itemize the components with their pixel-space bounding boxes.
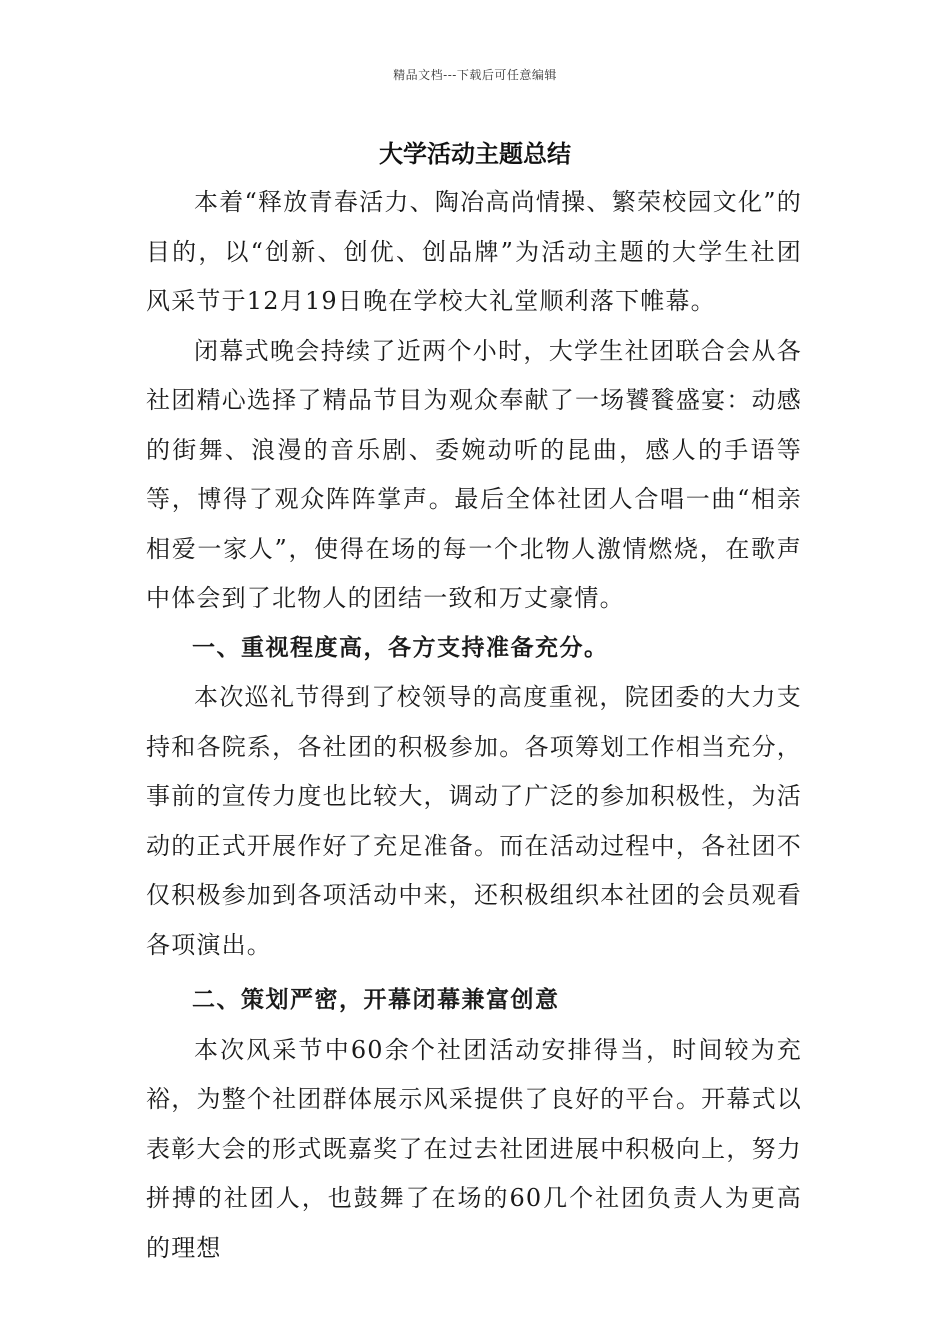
paragraph-intro: 本着“释放青春活力、陶冶高尚情操、繁荣校园文化”的目的，以“创新、创优、创品牌”为活动主题的大学生社团风采节于12月19日晚在学校大礼堂顺利落下帷幕。 xyxy=(146,188,802,315)
section-paragraph-2: 本次风采节中60余个社团活动安排得当，时间较为充裕，为整个社团群体展示风采提供了良好的平台。开幕式以表彰大会的形式既嘉奖了在过去社团进展中积极向上，努力拼搏的社团人，也鼓舞了在场的60几个社团负责人为更高的理想 xyxy=(146,1035,802,1262)
section-paragraph-1: 本次巡礼节得到了校领导的高度重视，院团委的大力支持和各院系，各社团的积极参加。各项筹划工作相当充分，事前的宣传力度也比较大，调动了广泛的参加积极性，为活动的正式开展作好了充足准备。而在活动过程中，各社团不仅积极参加到各项活动中来，还积极组织本社团的会员观看各项演出。 xyxy=(146,683,802,959)
section-heading-2: 二、策划严密，开幕闭幕兼富创意 xyxy=(192,987,560,1013)
paragraph-closing-ceremony: 闭幕式晚会持续了近两个小时，大学生社团联合会从各社团精心选择了精品节目为观众奉献了一场饕餮盛宴：动感的街舞、浪漫的音乐剧、委婉动听的昆曲，感人的手语等等，博得了观众阵阵掌声。最后全体社团人合唱一曲“相亲相爱一家人”，使得在场的每一个北物人激情燃烧，在歌声中体会到了北物人的团结一致和万丈豪情。 xyxy=(146,336,802,612)
section-heading-1: 一、重视程度高，各方支持准备充分。 xyxy=(192,634,609,661)
document-body xyxy=(146,178,802,1273)
header-note: 精品文档---下载后可任意编辑 xyxy=(393,68,557,82)
document-title: 大学活动主题总结 xyxy=(379,140,571,168)
